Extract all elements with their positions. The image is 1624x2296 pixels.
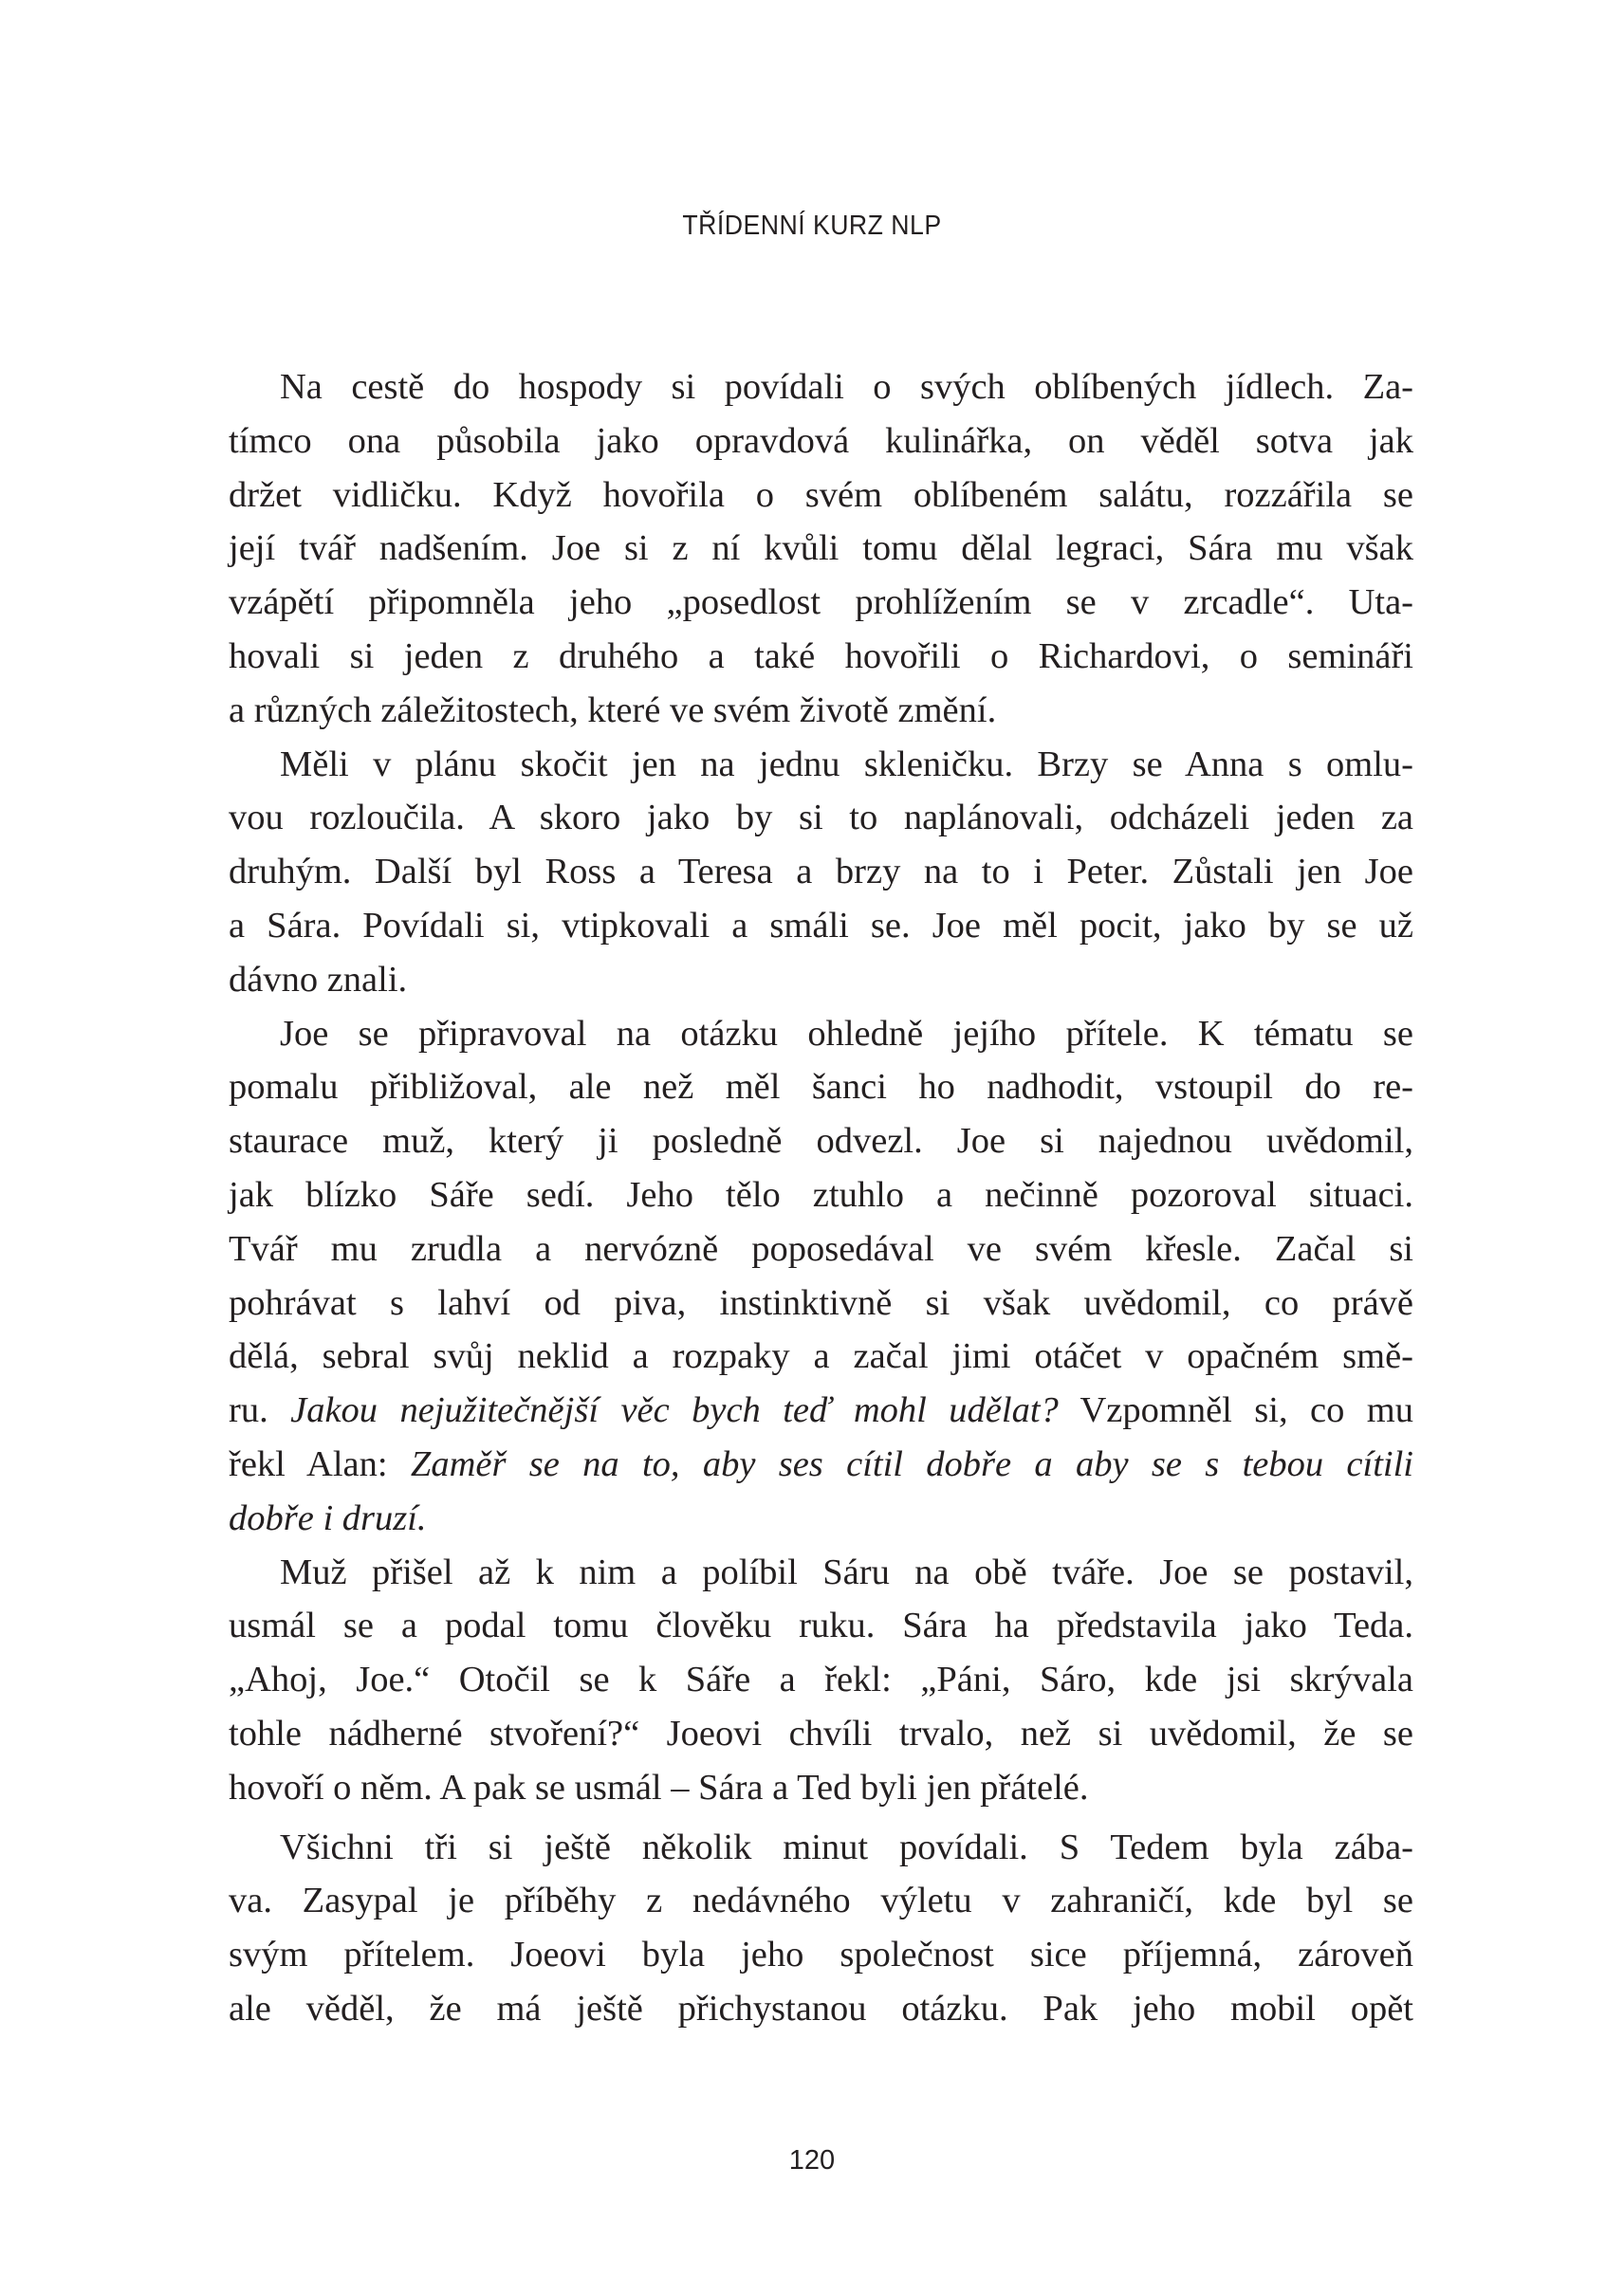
text-segment: hovoří o něm. A pak se usmál – Sára a Ted byli jen přátelé. bbox=[229, 1767, 1089, 1808]
text-line bbox=[229, 1007, 1413, 1061]
text-line bbox=[229, 1222, 1413, 1277]
text-line bbox=[229, 414, 1413, 468]
text-line bbox=[229, 1821, 1413, 1875]
text-line bbox=[229, 1546, 1413, 1600]
text-line bbox=[229, 1384, 1413, 1438]
text-line bbox=[229, 1277, 1413, 1331]
text-segment: dělá, sebral svůj neklid a rozpaky a začal jimi otáčet v opačném smě- bbox=[229, 1336, 1413, 1377]
text-segment: Joe se připravoval na otázku ohledně jejího přítele. K tématu se bbox=[280, 1013, 1413, 1054]
italic-text-segment: Jakou nejužitečnější věc bych teď mohl udělat? bbox=[290, 1390, 1059, 1431]
text-segment: Měli v plánu skočit jen na jednu skleničku. Brzy se Anna s omlu- bbox=[280, 744, 1413, 784]
text-segment: a různých záležitostech, které ve svém životě změní. bbox=[229, 689, 997, 730]
text-line bbox=[229, 1761, 1413, 1815]
text-segment: vou rozloučila. A skoro jako by si to naplánovali, odcházeli jeden za bbox=[229, 798, 1413, 838]
text-segment: staurace muž, který ji posledně odvezl. Joe si najednou uvědomil, bbox=[229, 1121, 1413, 1162]
text-segment: řekl Alan: bbox=[229, 1443, 411, 1484]
text-segment: svým přítelem. Joeovi byla jeho společnost sice příjemná, zároveň bbox=[229, 1935, 1413, 1975]
text-segment: a Sára. Povídali si, vtipkovali a smáli se. Joe měl pocit, jako by se už bbox=[229, 905, 1413, 946]
italic-text-segment: dobře i druzí. bbox=[229, 1497, 427, 1538]
text-line bbox=[229, 1168, 1413, 1222]
running-header: TŘÍDENNÍ KURZ NLP bbox=[682, 211, 942, 241]
text-line bbox=[229, 1438, 1413, 1492]
text-segment: Tvář mu zrudla a nervózně poposedával ve svém křesle. Začal si bbox=[229, 1228, 1413, 1269]
text-line bbox=[229, 1599, 1413, 1653]
text-line bbox=[229, 1707, 1413, 1761]
text-segment: ale věděl, že má ještě přichystanou otázku. Pak jeho mobil opět bbox=[229, 1988, 1413, 2029]
text-segment: „Ahoj, Joe.“ Otočil se k Sáře a řekl: „Páni, Sáro, kde jsi skrývala bbox=[229, 1660, 1413, 1700]
text-line bbox=[229, 1060, 1413, 1114]
text-segment: Na cestě do hospody si povídali o svých oblíbených jídlech. Za- bbox=[280, 367, 1413, 407]
text-line bbox=[229, 1653, 1413, 1707]
text-segment: ru. bbox=[229, 1390, 291, 1431]
text-segment: pomalu přibližoval, ale než měl šanci ho nadhodit, vstoupil do re- bbox=[229, 1067, 1413, 1108]
text-segment: usmál se a podal tomu člověku ruku. Sára ha představila jako Teda. bbox=[229, 1606, 1413, 1646]
text-line bbox=[229, 1330, 1413, 1384]
text-segment: druhým. Další byl Ross a Teresa a brzy na to i Peter. Zůstali jen Joe bbox=[229, 852, 1413, 892]
text-segment: dávno znali. bbox=[229, 959, 408, 1000]
text-line bbox=[229, 1492, 1413, 1546]
text-line bbox=[229, 845, 1413, 899]
text-line bbox=[229, 576, 1413, 630]
italic-text-segment: Zaměř se na to, aby ses cítil dobře a aby se s tebou cítili bbox=[410, 1443, 1413, 1484]
text-line bbox=[229, 953, 1413, 1007]
text-line bbox=[229, 468, 1413, 523]
text-line bbox=[229, 360, 1413, 414]
text-segment: držet vidličku. Když hovořila o svém oblíbeném salátu, rozzářila se bbox=[229, 474, 1413, 515]
text-segment: hovali si jeden z druhého a také hovořili o Richardovi, o semináři bbox=[229, 635, 1413, 676]
page-number: 120 bbox=[788, 2145, 836, 2176]
text-line bbox=[229, 738, 1413, 792]
text-line bbox=[229, 684, 1413, 738]
text-segment: tohle nádherné stvoření?“ Joeovi chvíli trvalo, než si uvědomil, že se bbox=[229, 1713, 1413, 1754]
text-segment: pohrávat s lahví od piva, instinktivně si však uvědomil, co právě bbox=[229, 1282, 1413, 1323]
text-segment: Všichni tři si ještě několik minut povídali. S Tedem byla zába- bbox=[280, 1827, 1413, 1867]
text-line bbox=[229, 1874, 1413, 1928]
text-segment: vzápětí připomněla jeho „posedlost prohlížením se v zrcadle“. Uta- bbox=[229, 582, 1413, 623]
text-segment: jak blízko Sáře sedí. Jeho tělo ztuhlo a nečinně pozoroval situaci. bbox=[229, 1174, 1413, 1215]
text-line bbox=[229, 1928, 1413, 1982]
text-segment: tímco ona působila jako opravdová kulinářka, on věděl sotva jak bbox=[229, 420, 1413, 461]
body-text bbox=[229, 360, 1413, 2036]
text-line bbox=[229, 1114, 1413, 1168]
text-line bbox=[229, 522, 1413, 576]
text-segment: její tvář nadšením. Joe si z ní kvůli tomu dělal legraci, Sára mu však bbox=[229, 528, 1413, 569]
text-line bbox=[229, 1982, 1413, 2036]
text-segment: Vzpomněl si, co mu bbox=[1058, 1390, 1413, 1431]
text-segment: Muž přišel až k nim a políbil Sáru na obě tváře. Joe se postavil, bbox=[280, 1552, 1413, 1592]
text-line bbox=[229, 791, 1413, 845]
text-line bbox=[229, 630, 1413, 684]
text-line bbox=[229, 899, 1413, 953]
text-segment: va. Zasypal je příběhy z nedávného výletu v zahraničí, kde byl se bbox=[229, 1881, 1413, 1921]
